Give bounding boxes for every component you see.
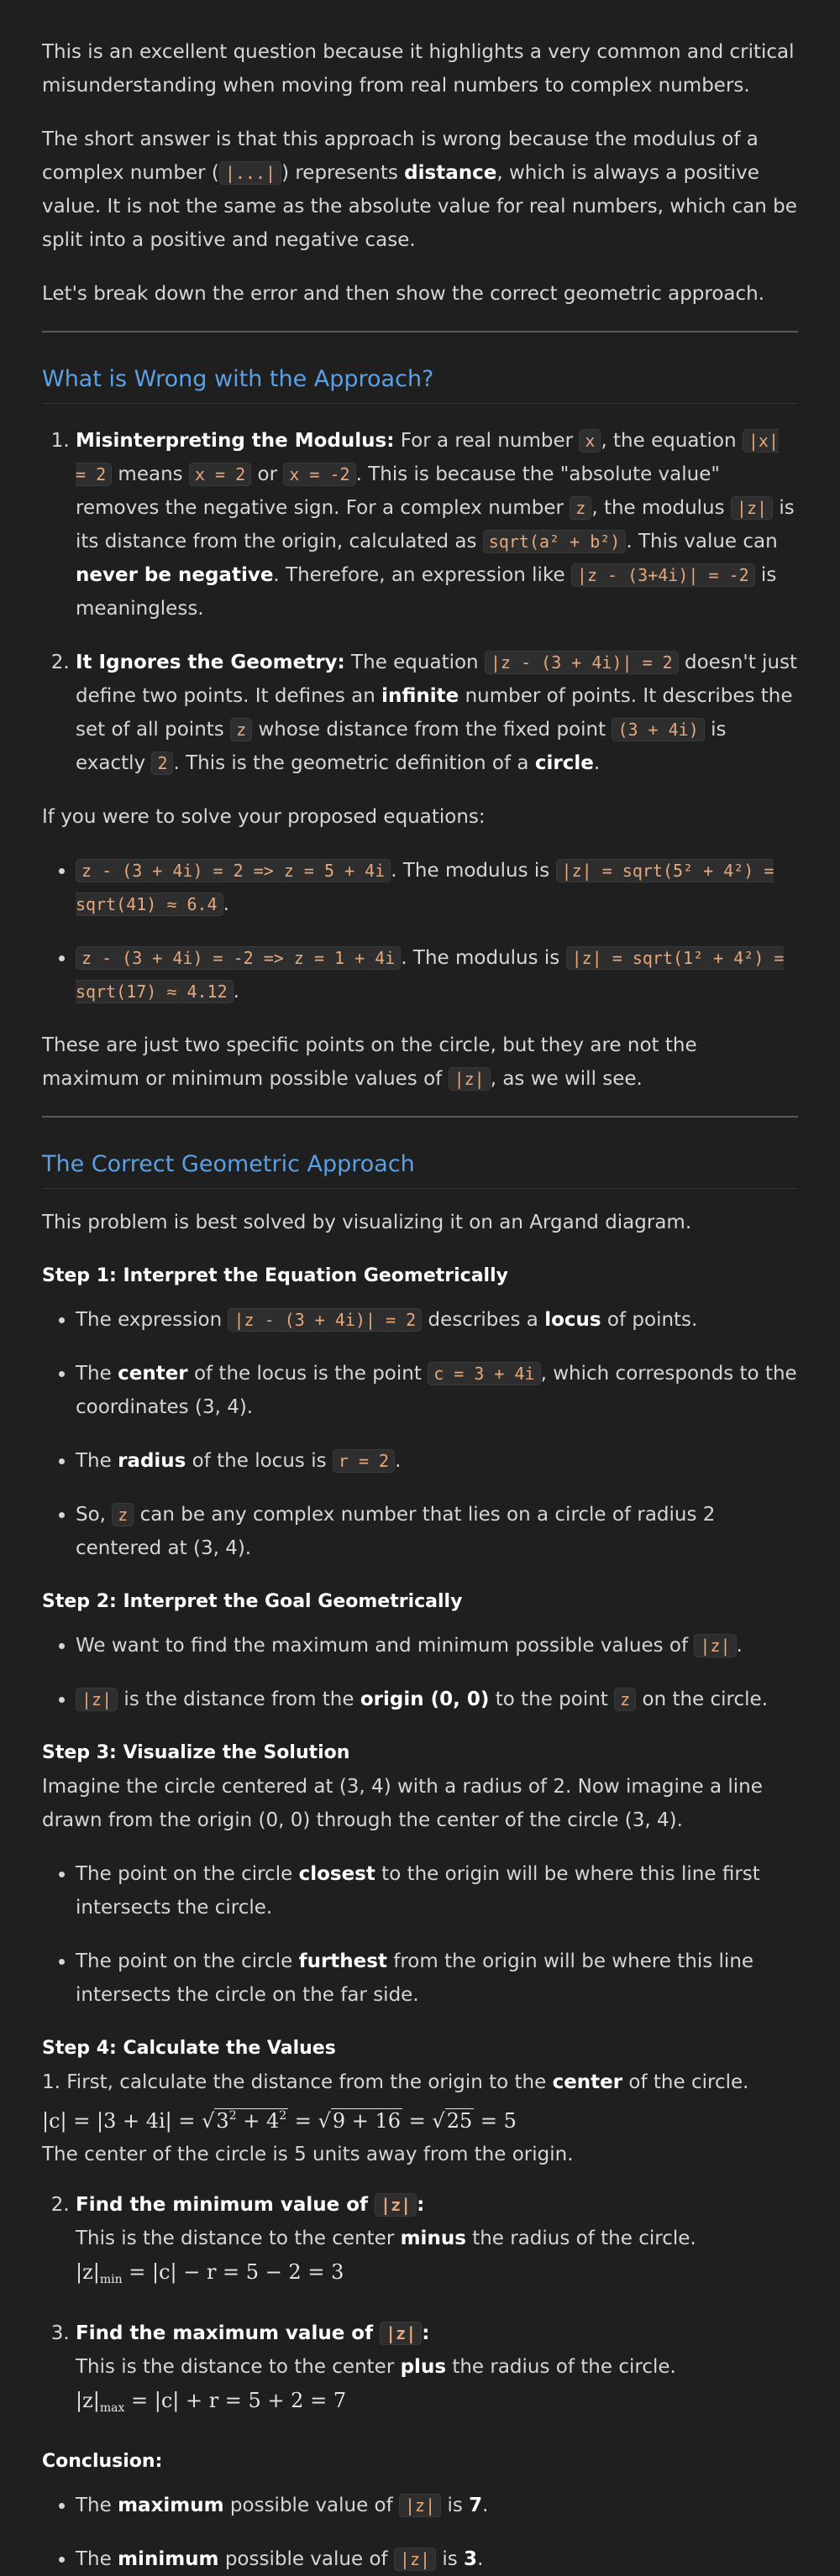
list-item xyxy=(76,1303,798,1337)
text-run: infinite xyxy=(381,685,459,707)
list-item xyxy=(76,1945,798,2012)
text-run: is exactly xyxy=(76,719,727,774)
text-run: circle xyxy=(534,752,594,774)
text-run: So, xyxy=(76,1504,113,1526)
text-run: from the origin will be where this line intersects the circle on the far side. xyxy=(76,1950,754,2006)
text-run: . This is because the "absolute value" removes the negative sign. For a complex number xyxy=(76,463,720,519)
inline-code: |z - (3+4i)| = -2 xyxy=(571,563,755,587)
text-run: min xyxy=(99,2273,123,2286)
text-run: . xyxy=(593,752,601,774)
text-run: radius xyxy=(118,1450,186,1472)
text-run: : xyxy=(417,2194,425,2216)
solve-intro: If you were to solve your proposed equations: xyxy=(42,806,486,828)
conclusion-bullets xyxy=(42,2489,798,2576)
text-run: of points. xyxy=(601,1309,698,1331)
text-run: 3 xyxy=(216,2109,229,2133)
inline-code: |z| xyxy=(375,2193,417,2217)
inline-code: |...| xyxy=(219,161,281,185)
text-run: = |c| − r = 5 − 2 = 3 xyxy=(122,2260,344,2284)
text-run: . xyxy=(223,893,229,915)
text-run: + 4 xyxy=(236,2109,280,2133)
text-run: This is the distance to the center xyxy=(76,2228,401,2249)
text-run: is meaningless. xyxy=(76,564,777,620)
text-run: of the locus is xyxy=(186,1450,333,1472)
text-run: . Therefore, an expression like xyxy=(273,564,571,586)
calc-list xyxy=(42,2188,798,2425)
text-run: or xyxy=(251,463,284,485)
list-item xyxy=(76,2489,798,2522)
divider xyxy=(42,331,798,332)
text-run: on the circle. xyxy=(636,1689,768,1710)
text-run: : xyxy=(422,2322,430,2344)
text-run: is the distance from the xyxy=(118,1689,360,1710)
text-run: of the circle. xyxy=(622,2071,749,2093)
text-run: is its distance from the origin, calculated as xyxy=(76,497,795,552)
inline-code: |z - (3 + 4i)| = 2 xyxy=(485,651,679,674)
text-run: This is the distance to the center xyxy=(76,2356,401,2378)
text-run: maximum xyxy=(118,2495,224,2516)
text-run: These are just two specific points on the circle, but they are not the maximum or minimum possible values of xyxy=(42,1034,697,1090)
text-run: 7 xyxy=(469,2495,483,2516)
text-run: The expression xyxy=(76,1309,228,1331)
text-run: possible value of xyxy=(223,2495,400,2516)
text-run: . The modulus is xyxy=(391,860,556,882)
text-run: never be negative xyxy=(76,564,274,586)
closing-paragraph xyxy=(42,1029,798,1096)
inline-code: |z| xyxy=(694,1634,736,1657)
solution-bullets xyxy=(42,854,798,1008)
inline-code: |z| xyxy=(731,496,773,520)
inline-code: z xyxy=(230,718,252,741)
text-run: . xyxy=(395,1450,402,1472)
intro-paragraph-1 xyxy=(42,35,798,102)
text-run: 1. First, calculate the distance from the origin to the xyxy=(42,2071,553,2093)
list-item xyxy=(76,1357,798,1424)
text-run: plus xyxy=(400,2356,447,2378)
text-run: locus xyxy=(544,1309,601,1331)
section-heading-wrong: What is Wrong with the Approach? xyxy=(42,363,798,404)
inline-code: |z| xyxy=(76,1688,118,1711)
inline-code: z xyxy=(614,1688,636,1711)
text-run: The point on the circle xyxy=(76,1863,299,1885)
inline-code: c = 3 + 4i xyxy=(428,1362,540,1385)
inline-code: |z| xyxy=(399,2494,441,2517)
inline-code: |z| = sqrt(5² + 4²) = sqrt(41) ≈ 6.4 xyxy=(76,861,774,914)
inline-code: |z| = sqrt(1² + 4²) = sqrt(17) ≈ 4.12 xyxy=(76,948,785,1002)
text-run: the radius of the circle. xyxy=(465,2228,696,2249)
step2-heading: Step 2: Interpret the Goal Geometrically xyxy=(42,1591,463,1612)
text-run: Misinterpreting the Modulus: xyxy=(76,430,395,452)
step3-heading: Step 3: Visualize the Solution xyxy=(42,1742,350,1763)
text-run: is xyxy=(436,2548,465,2570)
inline-code: x xyxy=(579,429,601,453)
inline-code: |z - (3 + 4i)| = 2 xyxy=(228,1308,422,1332)
text-run: , as we will see. xyxy=(490,1068,643,1090)
text-run: Find the maximum value of xyxy=(76,2322,381,2344)
equation-center-distance: $|c| = |3 + 4i| = √3^2 + 4^2 = √9 + 16 = √25 = 5$ xyxy=(42,2109,517,2133)
text-run: Find the minimum value of xyxy=(76,2194,375,2216)
step4-heading: Step 4: Calculate the Values xyxy=(42,2038,336,2059)
text-run: . xyxy=(482,2495,489,2516)
text-run: , the modulus xyxy=(591,497,731,519)
text-run: 9 + 16 xyxy=(332,2109,402,2133)
text-run: closest xyxy=(298,1863,375,1885)
section-heading-correct: The Correct Geometric Approach xyxy=(42,1148,798,1189)
text-run: This is an excellent question because it highlights a very common and critical misunderstanding when moving from real numbers to complex numbers. xyxy=(42,41,795,97)
step4-line1 xyxy=(42,2066,798,2099)
inline-code: z xyxy=(112,1503,134,1526)
text-run: ) represents xyxy=(281,162,405,184)
intro-paragraph-3 xyxy=(42,277,798,311)
list-item xyxy=(76,854,798,921)
step1-bullets xyxy=(42,1303,798,1565)
text-run: = |c| + r = 5 + 2 = 7 xyxy=(124,2389,347,2412)
inline-code: sqrt(a² + b²) xyxy=(483,530,627,553)
text-run: , which is always a positive value. It is not the same as the absolute value for real numbers, which can be split into a positive and negative case. xyxy=(42,162,797,251)
text-run: We want to find the maximum and minimum possible values of xyxy=(76,1635,695,1657)
inline-code: x = -2 xyxy=(283,463,355,486)
text-run: to the origin will be where this line first intersects the circle. xyxy=(76,1863,760,1919)
text-run: center xyxy=(552,2071,623,2093)
text-run: can be any complex number that lies on a circle of radius 2 centered at (3, 4). xyxy=(76,1504,716,1559)
text-run: 25 xyxy=(446,2109,473,2133)
text-run: The xyxy=(76,2548,118,2570)
text-run: number of points. It describes the set of all points xyxy=(76,685,793,741)
step4-line1c: The center of the circle is 5 units away from the origin. xyxy=(42,2144,574,2165)
text-run: The xyxy=(76,1363,118,1385)
list-item xyxy=(76,1683,798,1716)
error-list xyxy=(42,424,798,780)
text-run: minus xyxy=(400,2228,466,2249)
text-run: max xyxy=(99,2401,125,2415)
text-run: doesn't just define two points. It defines an xyxy=(76,652,798,707)
text-run: The xyxy=(76,2495,118,2516)
inline-code: z - (3 + 4i) = 2 => z = 5 + 4i xyxy=(76,859,391,882)
text-run: The short answer is that this approach is wrong because the modulus of a complex number ( xyxy=(42,128,759,184)
list-item xyxy=(76,1444,798,1478)
inline-code: x = 2 xyxy=(189,463,251,486)
text-run: The point on the circle xyxy=(76,1950,299,1972)
list-item xyxy=(76,2317,798,2425)
text-run: distance xyxy=(404,162,497,184)
inline-code: 2 xyxy=(151,751,173,775)
text-run: , the equation xyxy=(601,430,743,452)
list-item xyxy=(76,646,798,780)
text-run: is xyxy=(441,2495,470,2516)
text-run: = 5 xyxy=(474,2109,517,2133)
inline-code: (3 + 4i) xyxy=(612,718,704,741)
list-item xyxy=(76,1857,798,1924)
text-run: describes a xyxy=(422,1309,545,1331)
text-run: . The modulus is xyxy=(401,947,566,969)
intro-paragraph-2 xyxy=(42,123,798,257)
step3-text: Imagine the circle centered at (3, 4) with a radius of 2. Now imagine a line drawn from the origin (0, 0) through the center of the circle (3, 4). xyxy=(42,1776,763,1831)
text-run: The xyxy=(76,1450,118,1472)
list-item xyxy=(76,2542,798,2576)
text-run: . This value can xyxy=(626,531,778,552)
text-run: origin (0, 0) xyxy=(360,1689,490,1710)
text-run: whose distance from the fixed point xyxy=(252,719,612,741)
section2-intro: This problem is best solved by visualizing it on an Argand diagram. xyxy=(42,1212,692,1233)
inline-code: |x| = 2 xyxy=(76,431,780,484)
text-run: , which corresponds to the coordinates (3, 4). xyxy=(76,1363,797,1418)
text-run: The equation xyxy=(344,652,485,673)
text-run: to the point xyxy=(489,1689,615,1710)
step2-bullets xyxy=(42,1629,798,1716)
text-run: |c| = |3 + 4i| = xyxy=(42,2109,202,2133)
list-item xyxy=(76,941,798,1008)
list-item xyxy=(76,2188,798,2296)
list-item xyxy=(76,1498,798,1565)
text-run: |z| xyxy=(76,2260,100,2284)
text-run: 3 xyxy=(464,2548,478,2570)
text-run: . This is the geometric definition of a xyxy=(173,752,535,774)
inline-code: z - (3 + 4i) = -2 => z = 1 + 4i xyxy=(76,946,401,970)
text-run: means xyxy=(112,463,189,485)
step3-bullets xyxy=(42,1857,798,2012)
text-run: . xyxy=(477,2548,484,2570)
text-run: minimum xyxy=(118,2548,219,2570)
inline-code: z xyxy=(570,496,591,520)
text-run: possible value of xyxy=(218,2548,394,2570)
text-run: . xyxy=(736,1635,743,1657)
divider xyxy=(42,1116,798,1118)
inline-code: r = 2 xyxy=(333,1449,395,1473)
inline-code: |z| xyxy=(394,2547,436,2571)
text-run: |z| xyxy=(76,2389,100,2412)
inline-code: |z| xyxy=(449,1067,491,1091)
text-run: of the locus is the point xyxy=(187,1363,428,1385)
text-run: the radius of the circle. xyxy=(446,2356,676,2378)
text-run: Let's break down the error and then show the correct geometric approach. xyxy=(42,283,765,305)
inline-code: |z| xyxy=(380,2322,422,2345)
step1-heading: Step 1: Interpret the Equation Geometrically xyxy=(42,1265,508,1286)
list-item xyxy=(76,1629,798,1662)
text-run: It Ignores the Geometry: xyxy=(76,652,345,673)
text-run: center xyxy=(118,1363,188,1385)
list-item xyxy=(76,424,798,626)
text-run: . xyxy=(233,981,239,1003)
text-run: For a real number xyxy=(394,430,580,452)
conclusion-heading: Conclusion: xyxy=(42,2451,163,2472)
text-run: furthest xyxy=(298,1950,387,1972)
